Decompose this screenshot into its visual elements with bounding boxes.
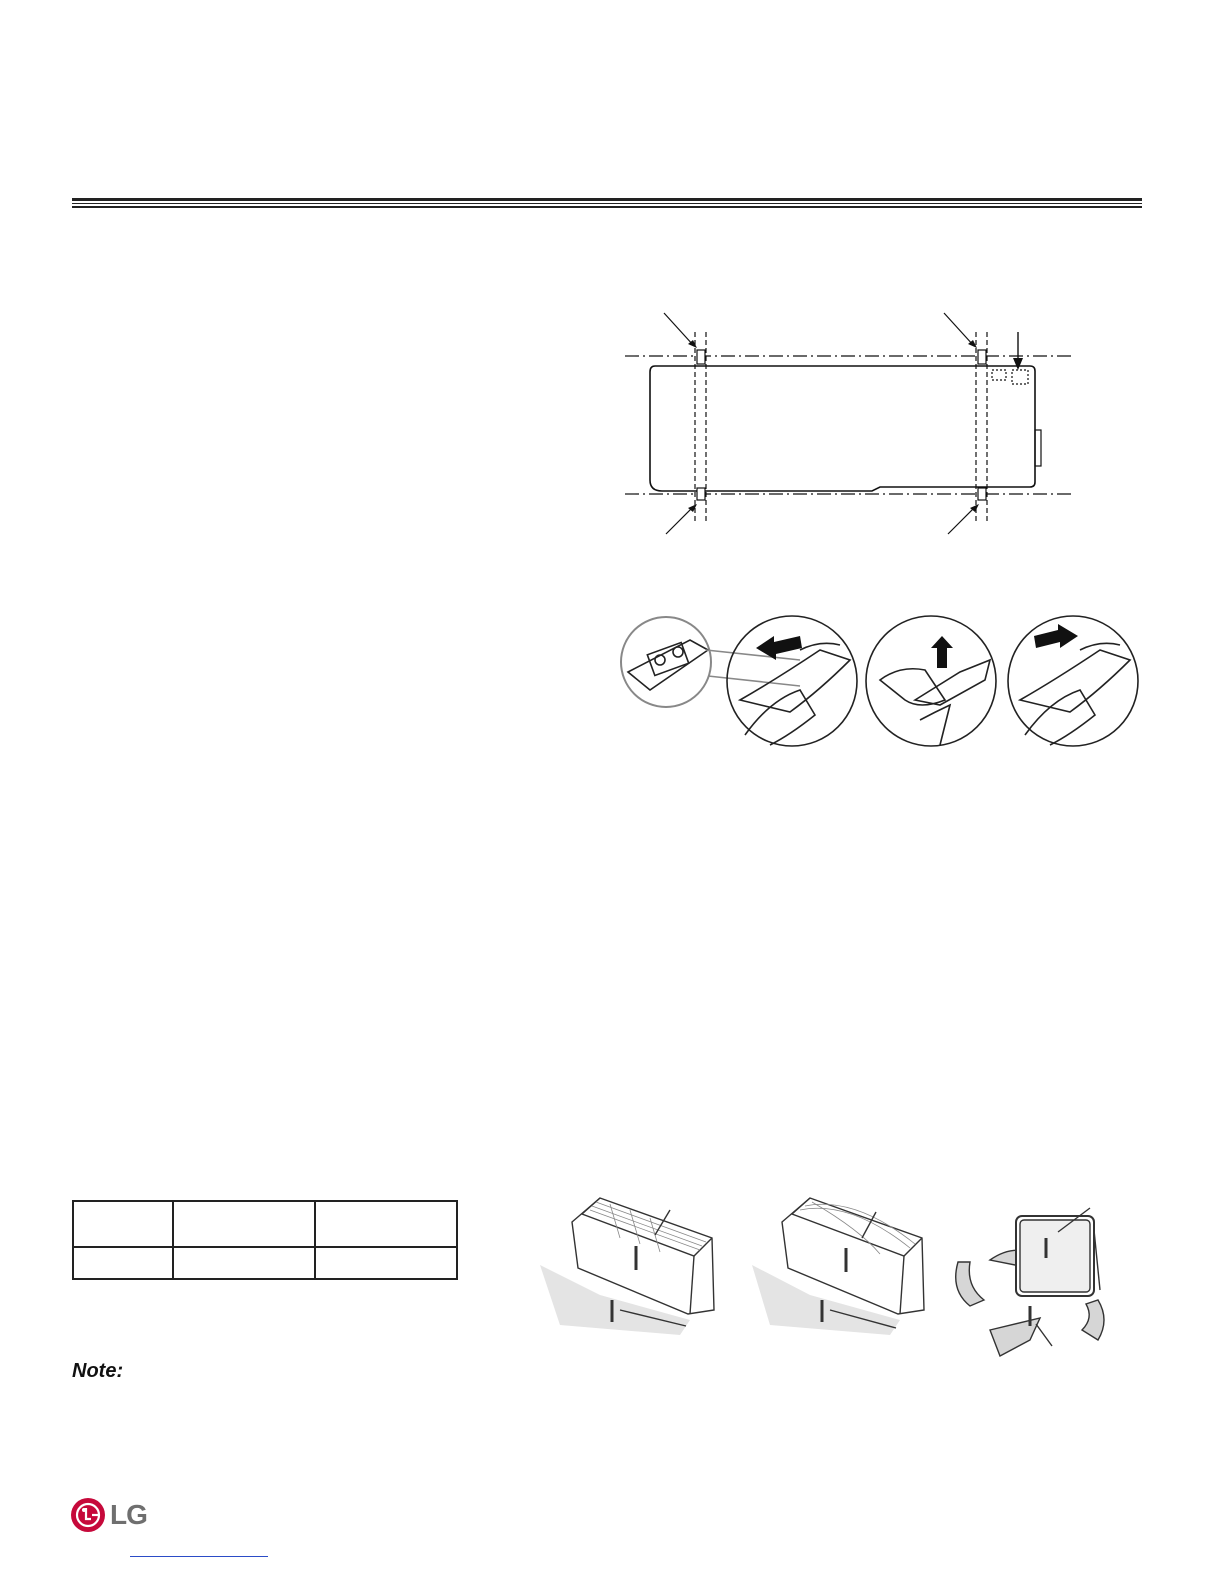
- note-label: Note:: [72, 1360, 124, 1382]
- footer-link[interactable]: [130, 1556, 268, 1557]
- table-cell: [73, 1201, 173, 1247]
- table-cell: [73, 1247, 173, 1279]
- table-cell: [173, 1247, 315, 1279]
- table-row: [73, 1201, 457, 1247]
- header-rule-bottom: [72, 206, 1142, 208]
- table-cell: [315, 1247, 457, 1279]
- lg-logo-icon: [70, 1497, 106, 1533]
- spec-table: [72, 1200, 458, 1280]
- table-cell: [173, 1201, 315, 1247]
- table-row: [73, 1247, 457, 1279]
- header-rule-top: [72, 198, 1142, 201]
- table-cell: [315, 1201, 457, 1247]
- header-rule-middle: [72, 203, 1142, 204]
- lg-logo: [70, 1497, 160, 1537]
- lg-logo-text: LG: [110, 1499, 147, 1530]
